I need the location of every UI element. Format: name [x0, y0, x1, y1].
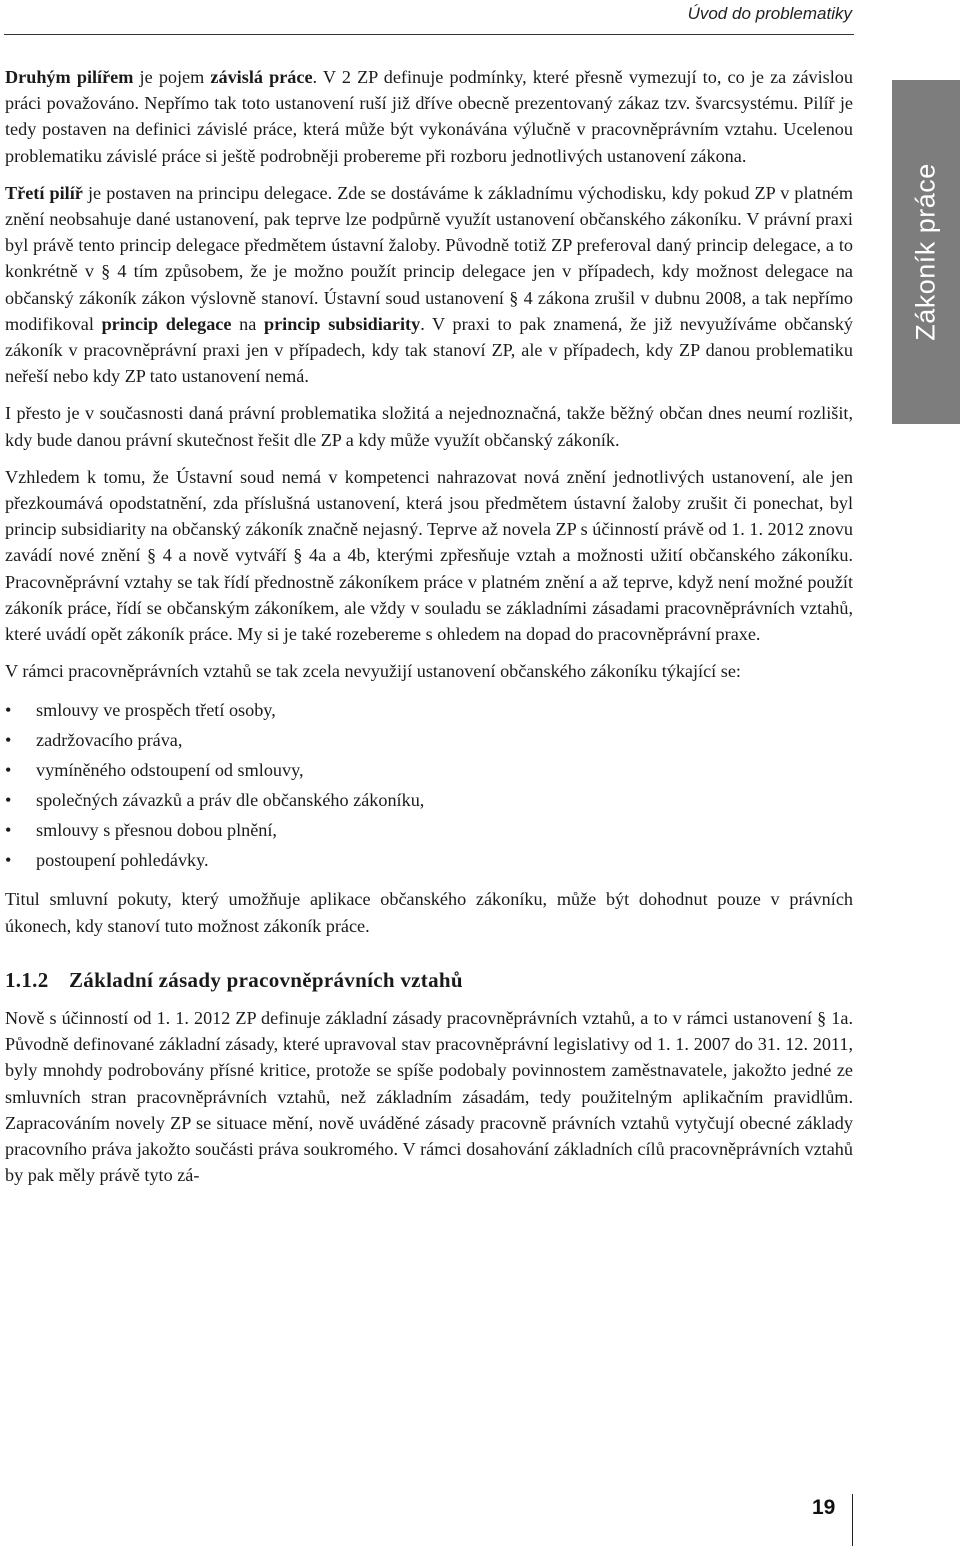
bullet-icon: • [5, 820, 12, 841]
list-item [5, 695, 853, 725]
page-header [0, 0, 960, 34]
section-heading [5, 967, 853, 993]
list-item [5, 725, 853, 755]
list-item-text: smlouvy ve prospěch třetí osoby, [36, 700, 276, 721]
page-number: 19 [812, 1496, 836, 1519]
list-item-text: společných závazků a práv dle občanského zákoníku, [36, 790, 425, 811]
running-header-title: Úvod do problematiky [687, 4, 852, 23]
bullet-icon: • [5, 700, 12, 721]
section-title: Základní zásady pracovněprávních vztahů [69, 967, 463, 992]
paragraph-text: . V praxi to pak znamená, že již nevyužíváme občanský zákoník v pracovněprávní praxi jen v případech, kdy tak stanoví ZP, ale v případech, kdy ZP danou problematiku neřeší nebo kdy ZP tato ustanovení nemá. [5, 313, 854, 387]
bold-term: Druhým pilířem [5, 67, 134, 87]
bullet-icon: • [5, 760, 12, 781]
page-number-divider [852, 1494, 853, 1546]
paragraph-text: . V 2 ZP definuje podmínky, které přesně vymezují to, co je za závislou práci považováno. Nepřímo tak toto ustanovení ruší již dříve obecně prezentovaný zákaz tzv. švarcsystému. Pilíř je tedy postaven na definici závislé práce, která může být vykonávána výlučně v pracovněprávním vztahu. Ucelenou problematiku závislé práce si ještě podrobněji probereme při rozboru jednotlivých ustanovení zákona. [5, 67, 853, 166]
bold-term: princip delegace [101, 313, 232, 334]
bullet-icon: • [5, 850, 12, 871]
list-item [5, 815, 853, 845]
list-item [5, 785, 853, 815]
chapter-side-tab [892, 80, 960, 424]
paragraph-basic-principles: Nově s účinností od 1. 1. 2012 ZP definuje základní zásady pracovněprávních vztahů, a to v rámci ustanovení § 1a. Původně definované základní zásady, které upravoval stav pracovněprávní legislativy od 1. 1. 2007 do 31. 12. 2011, byly mnohdy podrobovány přísné kritice, protože se spíše podobaly povinnostem zaměstnavatele, jakožto jedné ze smluvních stran pracovněprávních vztahů, než základním zásadám, tedy použitelným aplikačním pravidlům. Zapracováním novely ZP se situace mění, nově uváděné zásady pracovně právních vztahů vytyčují obecné základy pracovního práva jakožto součásti práva soukromého. V rámci dosahování základních cílů pracovněprávních vztahů by pak měly právě tyto zá- [5, 1008, 853, 1186]
paragraph-contractual-penalty: Titul smluvní pokuty, který umožňuje aplikace občanského zákoníku, může být dohodnut pouze v právních úkonech, kdy stanoví tuto možnost zákoník práce. [5, 889, 853, 936]
paragraph-text: je pojem [133, 67, 211, 87]
list-item-text: postoupení pohledávky. [36, 850, 209, 871]
paragraph-complexity: I přesto je v současnosti daná právní problematika složitá a nejednoznačná, takže běžný občan dnes neumí rozlišit, kdy bude danou právní skutečnost řešit dle ZP a kdy může využít občanský zákoník. [5, 403, 853, 450]
chapter-side-tab-label: Zákoník práce [910, 163, 941, 341]
bullet-icon: • [5, 790, 12, 811]
list-item [5, 755, 853, 785]
paragraph-second-pillar [5, 64, 853, 169]
bold-term: Třetí pilíř [5, 182, 83, 203]
paragraph-constitutional-court: Vzhledem k tomu, že Ústavní soud nemá v kompetenci nahrazovat nová znění jednotlivých ustanovení, ale jen přezkoumává opodstatnění, zda příslušná ustanovení, která jsou předmětem ústavní žaloby zrušit či ponechat, byl princip subsidiarity na občanský zákoník značně nejasný. Teprve až novela ZP s účinností právě od 1. 1. 2012 znovu zavádí nové znění § 4 a nově vytváří § 4a a 4b, kterými zpřesňuje vztah a možnosti užití občanského zákoníku. Pracovněprávní vztahy se tak řídí přednostně zákoníkem práce v platném znění a až teprve, když není možné použít zákoník práce, řídí se občanským zákoníkem, ale vždy v souladu se základními zásadami pracovněprávních vztahů, které uvádí opět zákoník práce. My si je také rozebereme s ohledem na dopad do pracovněprávní praxe. [5, 466, 853, 645]
bold-term: závislá práce [210, 67, 313, 87]
paragraph-text: je postaven na principu delegace. Zde se dostáváme k základnímu východisku, kdy pokud ZP v platném znění neobsahuje dané ustanovení, pak teprve lze podpůrně využít ustanovení občanského zákoníku. V právní praxi byl právě tento princip delegace předmětem ústavní žaloby. Původně totiž ZP preferoval daný princip delegace, a to konkrétně v § 4 tím způsobem, že je možno použít princip delegace jen v případech, kdy možnost delegace na občanský zákoník zákon výslovně stanoví. Ústavní soud ustanovení § 4 zákona zrušil v dubnu 2008, a tak nepřímo modifikoval [5, 182, 854, 334]
excluded-provisions-list [5, 695, 853, 875]
bullet-icon: • [5, 730, 12, 751]
list-item-text: vymíněného odstoupení od smlouvy, [36, 760, 304, 781]
list-item-text: zadržovacího práva, [36, 730, 183, 751]
paragraph-third-pillar [5, 180, 853, 390]
paragraph-text: na [231, 313, 264, 334]
page-body [5, 64, 853, 1200]
section-number: 1.1.2 [5, 967, 49, 992]
header-divider [4, 34, 854, 35]
paragraph-list-intro: V rámci pracovněprávních vztahů se tak zcela nevyužijí ustanovení občanského zákoníku týkající se: [5, 661, 741, 682]
list-item [5, 845, 853, 875]
list-item-text: smlouvy s přesnou dobou plnění, [36, 820, 277, 841]
bold-term: princip subsidiarity [263, 313, 421, 334]
